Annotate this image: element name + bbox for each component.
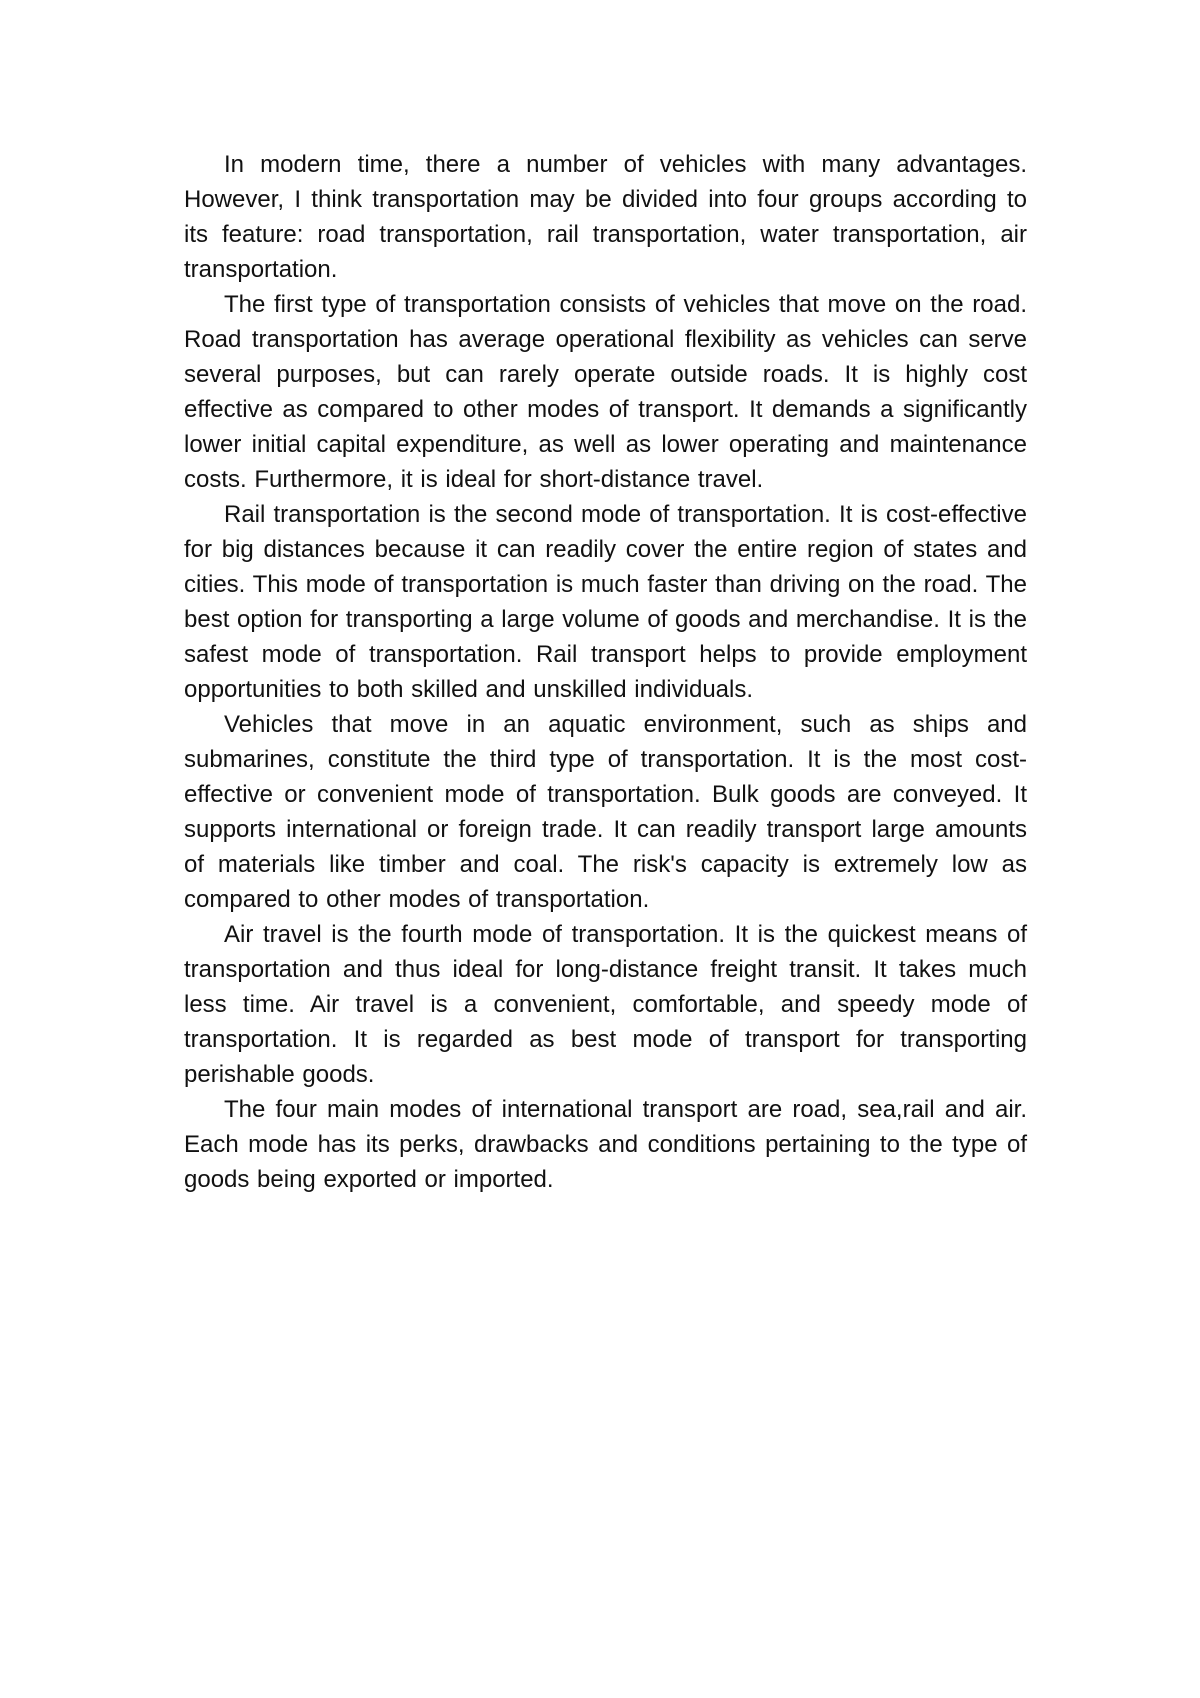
paragraph-water-transportation: Vehicles that move in an aquatic environment, such as ships and submarines, constitute the third type of transportation. It is the most cost-effective or convenient mode of transportation. Bulk goods are conveyed. It supports international or foreign trade. It can readily transport large amounts of materials like timber and coal. The risk's capacity is extremely low as compared to other modes of transportation. [184,711,1027,913]
paragraph-road-transportation: The first type of transportation consists of vehicles that move on the road. Road transportation has average operational flexibility as vehicles can serve several purposes, but can rarely operate outside roads. It is highly cost effective as compared to other modes of transport. It demands a significantly lower initial capital expenditure, as well as lower operating and maintenance costs. Furthermore, it is ideal for short-distance travel. [184,291,1027,493]
paragraph-air-transportation: Air travel is the fourth mode of transportation. It is the quickest means of transportation and thus ideal for long-distance freight transit. It takes much less time. Air travel is a convenient, comfortable, and speedy mode of transportation. It is regarded as best mode of transport for transporting perishable goods. [184,921,1027,1088]
document-body [184,147,1027,1197]
paragraph-conclusion: The four main modes of international transport are road, sea,rail and air. Each mode has its perks, drawbacks and conditions pertaining to the type of goods being exported or imported. [184,1096,1027,1193]
paragraph-rail-transportation: Rail transportation is the second mode of transportation. It is cost-effective for big distances because it can readily cover the entire region of states and cities. This mode of transportation is much faster than driving on the road. The best option for transporting a large volume of goods and merchandise. It is the safest mode of transportation. Rail transport helps to provide employment opportunities to both skilled and unskilled individuals. [184,501,1027,703]
paragraph-intro: In modern time, there a number of vehicles with many advantages. However, I think transportation may be divided into four groups according to its feature: road transportation, rail transportation, water transportation, air transportation. [184,151,1027,283]
